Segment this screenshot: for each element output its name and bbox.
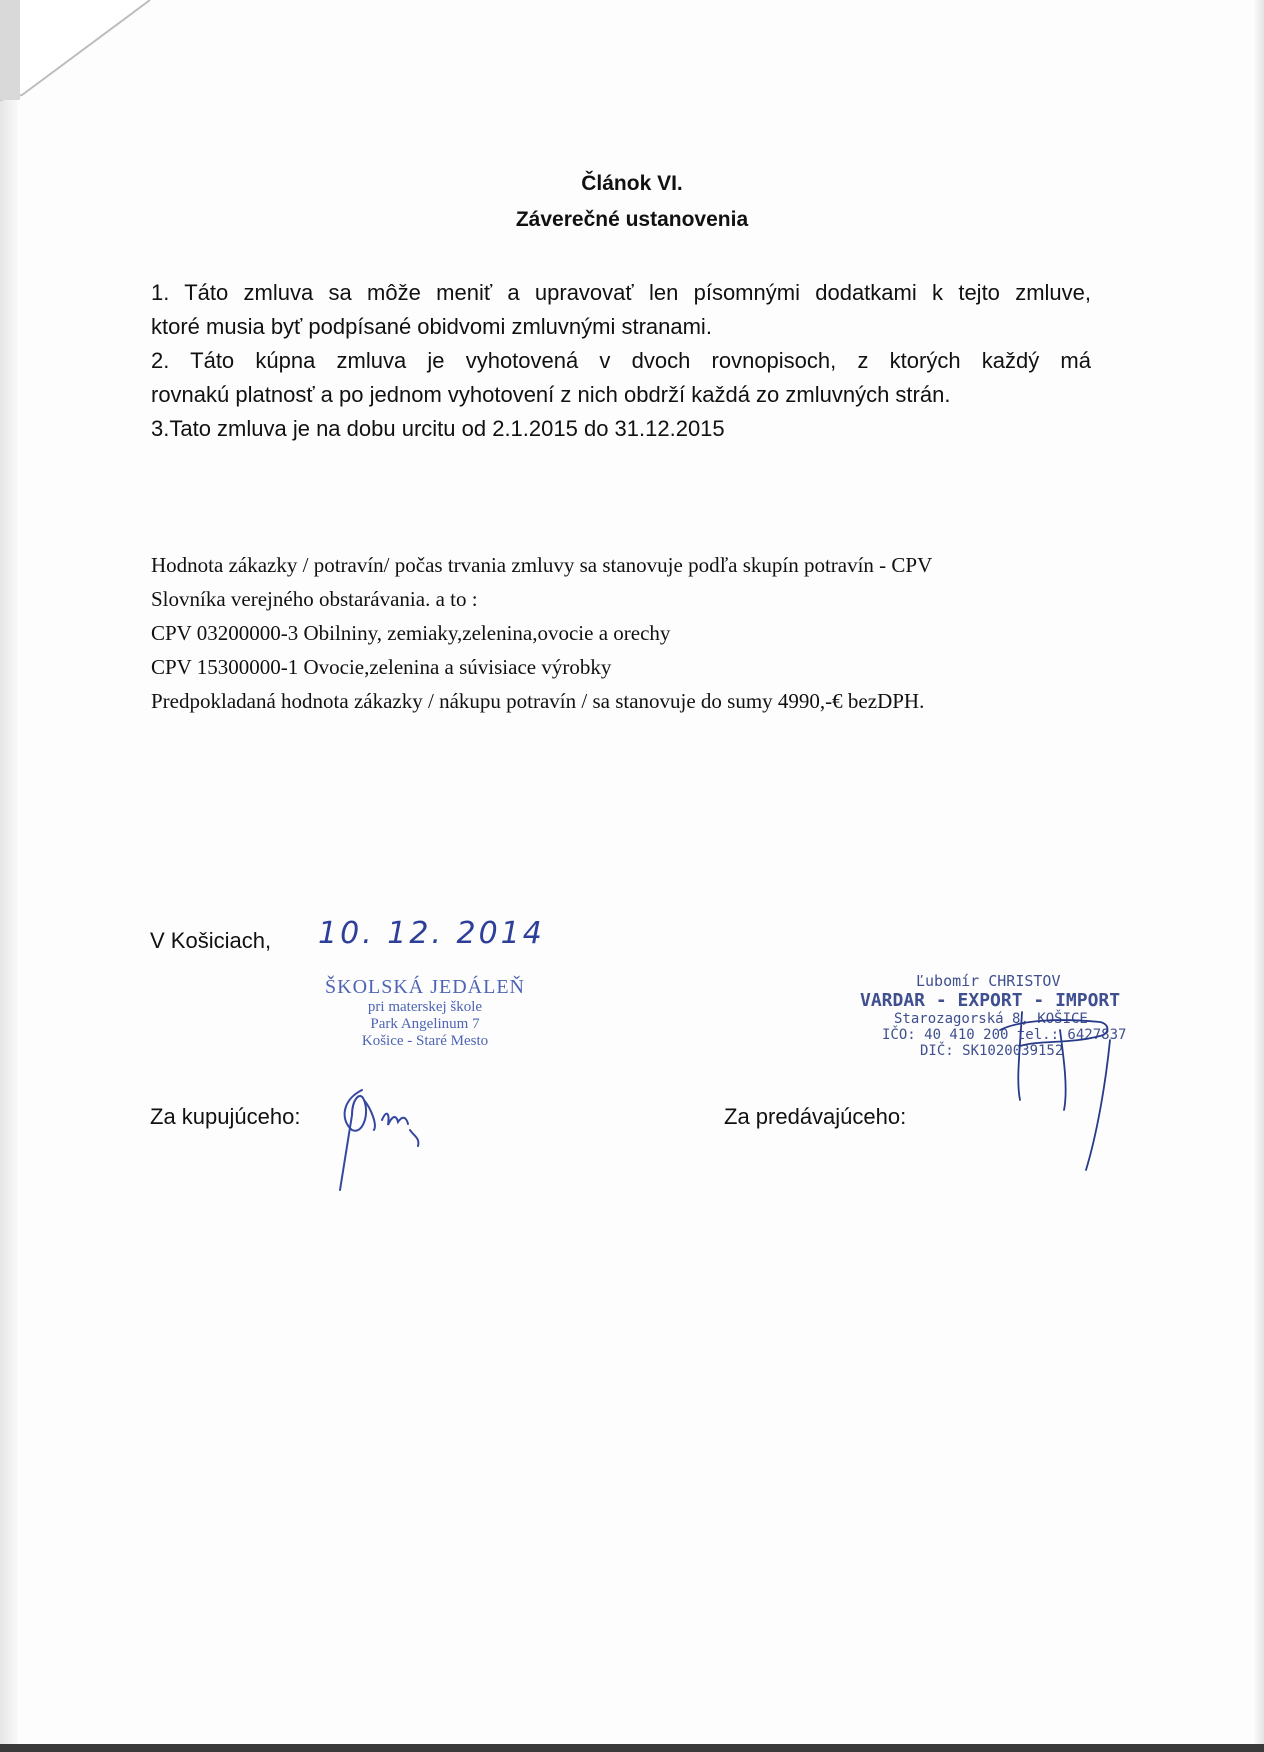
buyer-stamp-line-1: ŠKOLSKÁ JEDÁLEŇ [325,976,525,998]
seller-signature [960,1000,1140,1180]
clause-1-line-1: 1. Táto zmluva sa môže meniť a upravovať len písomnými dodatkami k tejto zmluve, [151,280,1091,305]
seller-stamp-line-4: IČO: 40 410 200 tel.: 6427837 [882,1027,1127,1043]
buyer-stamp-line-2: pri materskej škole [367,999,483,1015]
clause-1-line-2: ktoré musia byť podpísané obidvomi zmluvnými stranami. [151,314,712,339]
value-line-3: CPV 03200000-3 Obilniny, zemiaky,zelenina,ovocie a orechy [151,621,671,645]
value-line-2: Slovníka verejného obstarávania. a to : [151,587,478,611]
buyer-stamp [310,976,540,1050]
clause-2-line-1: 2. Táto kúpna zmluva je vyhotovená v dvoch rovnopisoch, z ktorých každý má [151,348,1091,373]
buyer-label: Za kupujúceho: [150,1104,301,1129]
scan-edge-right [1254,0,1264,1752]
value-line-4: CPV 15300000-1 Ovocie,zelenina a súvisiace výrobky [151,655,612,679]
value-section [151,548,1091,718]
clause-3-line-1: 3.Tato zmluva je na dobu urcitu od 2.1.2015 do 31.12.2015 [151,416,725,441]
article-number: Článok VI. [581,172,683,195]
seller-stamp-line-3: Starozagorská 8, KOŠICE [894,1011,1088,1027]
seller-stamp-line-1: Ľubomír CHRISTOV [916,972,1061,990]
article-title: Záverečné ustanovenia [515,208,749,231]
seller-label: Za predávajúceho: [724,1104,907,1129]
clauses-block [151,276,1091,446]
value-line-1: Hodnota zákazky / potravín/ počas trvania zmluvy sa stanovuje podľa skupín potravín - CPV [151,553,933,577]
scan-edge-bottom [0,1744,1264,1752]
handwritten-date: 10. 12. 2014 [318,916,545,951]
seller-stamp-line-5: DIČ: SK1020039152 [920,1043,1064,1059]
value-line-5: Predpokladaná hodnota zákazky / nákupu potravín / sa stanovuje do sumy 4990,-€ bezDPH. [151,689,925,713]
seller-stamp-line-2: VARDAR - EXPORT - IMPORT [860,990,1121,1011]
folded-corner [0,0,160,120]
buyer-stamp-line-3: Park Angelinum 7 [370,1016,480,1032]
clause-2-line-2: rovnakú platnosť a po jednom vyhotovení z nich obdrží každá zo zmluvných strán. [151,382,951,407]
buyer-signature [322,1080,472,1200]
signing-place: V Košiciach, [150,928,272,953]
scan-edge-left [0,0,18,1752]
buyer-stamp-line-4: Košice - Staré Mesto [361,1033,489,1049]
